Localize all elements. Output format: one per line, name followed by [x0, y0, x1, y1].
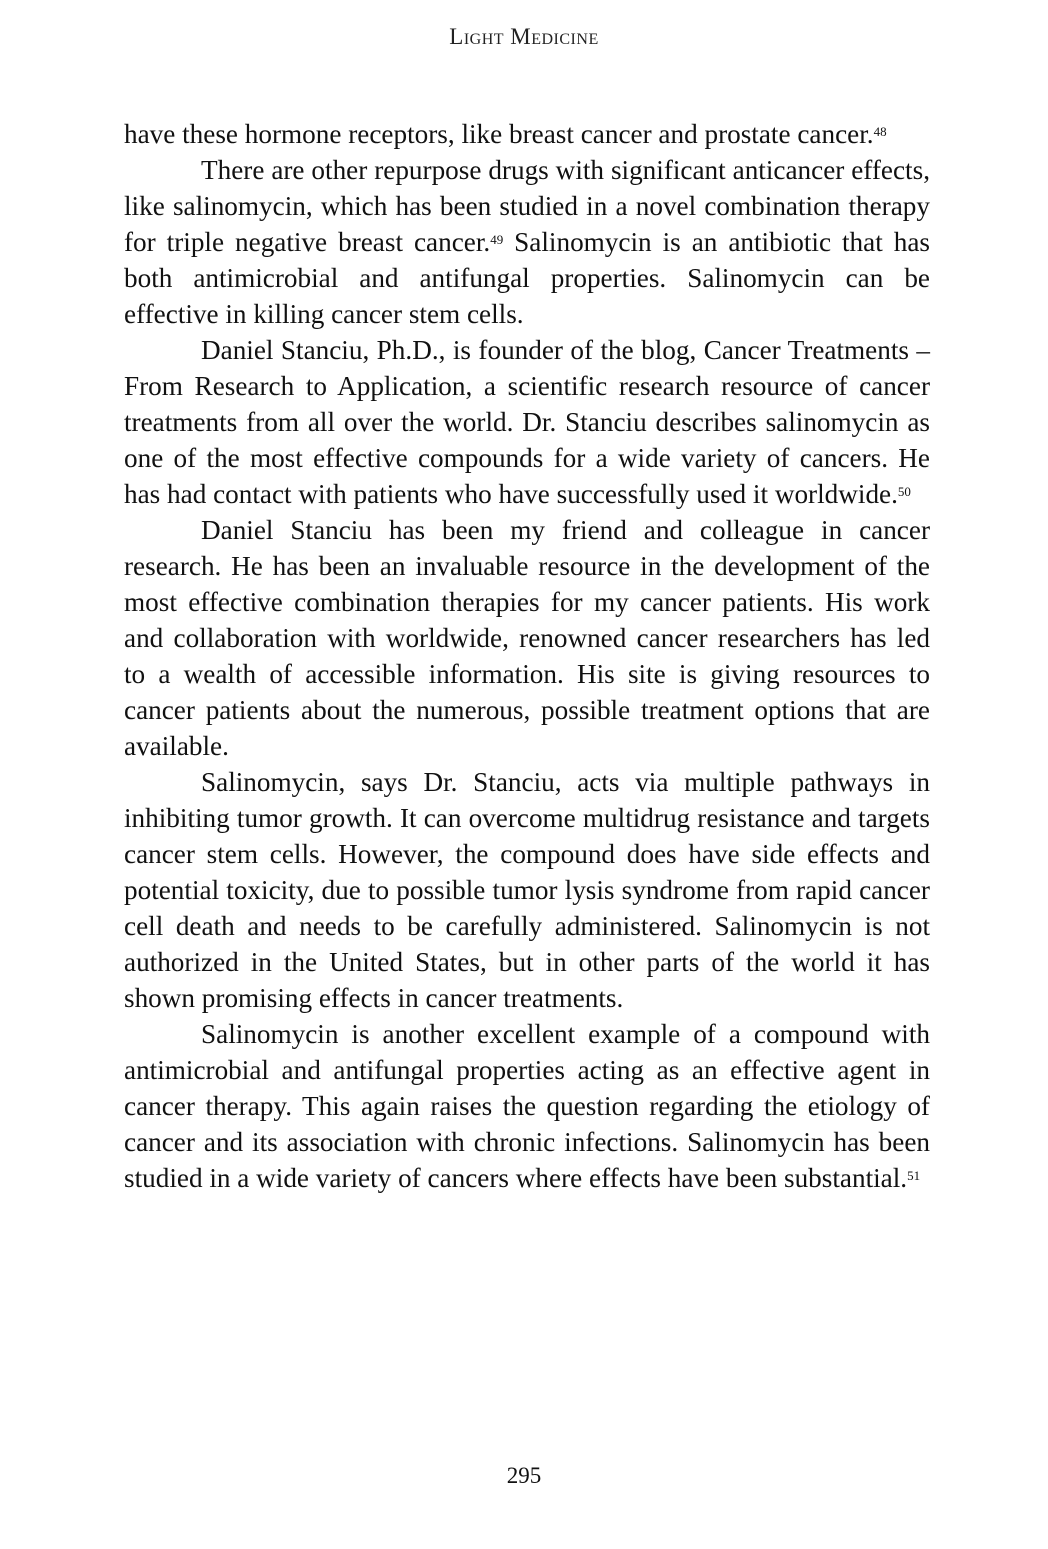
paragraph-3 [124, 332, 930, 512]
paragraph-text: Salinomycin, says Dr. Stanciu, acts via multiple pathways in inhibiting tumor growth. It can overcome multidrug resistance and targets cancer stem cells. However, the compound does have side effects and potential toxicity, due to possible tumor lysis syndrome from rapid cancer cell death and needs to be carefully administered. Salinomycin is not authorized in the United States, but in other parts of the world it has shown promising effects in cancer treatments. [124, 767, 930, 1013]
paragraph-1 [124, 116, 930, 152]
footnote-ref-48: 48 [873, 124, 887, 139]
paragraph-text: Salinomycin is another excellent example of a compound with antimicrobial and antifungal properties acting as an effective agent in cancer therapy. This again raises the question regarding the etiology of cancer and its association with chronic infections. Salinomycin has been studied in a wide variety of cancers where effects have been substantial. [124, 1019, 930, 1193]
body-text [124, 116, 930, 1196]
paragraph-6 [124, 1016, 930, 1196]
paragraph-text: have these hormone receptors, like breast cancer and prostate cancer. [124, 119, 874, 149]
paragraph-2 [124, 152, 930, 332]
paragraph-text-tail: Salinomycin is an antibiotic that has both antimicrobial and antifungal properties. Salinomycin can be effective in killing cancer stem cells. [124, 227, 930, 329]
paragraph-text: Daniel Stanciu has been my friend and colleague in cancer research. He has been an invaluable resource in the development of the most effective combination therapies for my cancer patients. His work and collaboration with worldwide, renowned cancer researchers has led to a wealth of accessible information. His site is giving resources to cancer patients about the numerous, possible treatment options that are available. [124, 515, 930, 761]
footnote-ref-51: 51 [907, 1168, 921, 1183]
paragraph-text: Daniel Stanciu, Ph.D., is founder of the blog, Cancer Treatments – From Research to Application, a scientific research resource of cancer treatments from all over the world. Dr. Stanciu describes salinomycin as one of the most effective compounds for a wide variety of cancers. He has had contact with patients who have successfully used it worldwide. [124, 335, 930, 509]
footnote-ref-49: 49 [490, 232, 504, 247]
paragraph-text: There are other repurpose drugs with significant anticancer effects, like salinomycin, which has been studied in a novel combination therapy for triple negative breast cancer. [124, 155, 930, 257]
running-header-title: Light Medicine [449, 24, 599, 49]
paragraph-4 [124, 512, 930, 764]
page-number: 295 [506, 1463, 542, 1488]
paragraph-5 [124, 764, 930, 1016]
footnote-ref-50: 50 [897, 484, 911, 499]
